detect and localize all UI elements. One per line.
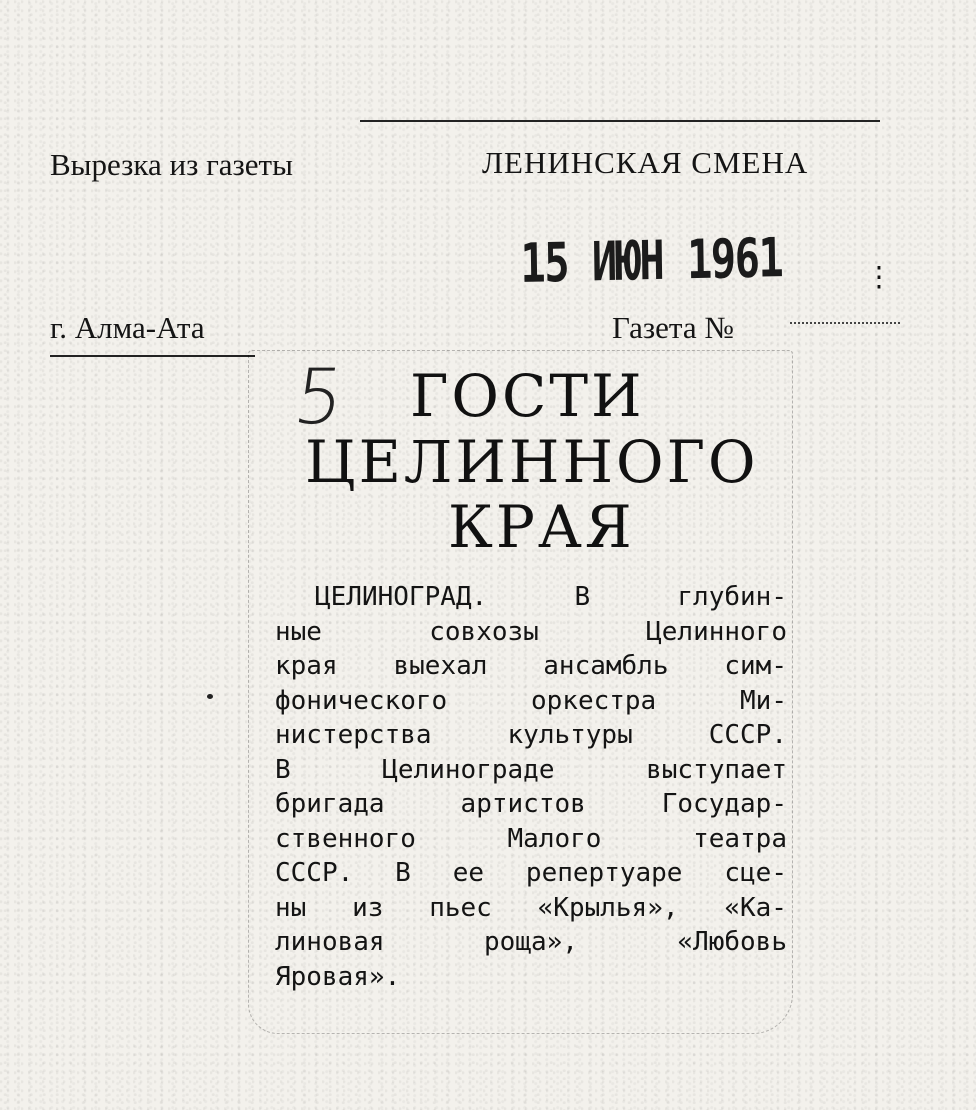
handwritten-number: 5 [288,352,350,441]
article-word: «Ка- [724,892,787,923]
article-line [275,891,787,926]
article-word: репертуаре [525,858,683,888]
article-word: совхозы [429,616,539,647]
article-word: В [275,754,291,785]
article-line [275,787,787,822]
article-word: В [395,858,411,888]
ink-speck [207,694,213,699]
article-word: ансамбль [543,651,669,681]
article-line [275,822,787,857]
article-word: ные [275,616,322,647]
city-underline [50,355,255,357]
article-line [275,960,787,995]
article-word: Малого [507,823,602,854]
article-word: бригада [275,789,385,819]
date-stamp: 15 ИЮН 1961 [520,226,783,295]
stamp-dots: ⋮ [865,260,893,293]
article-word: «Любовь [677,927,787,957]
top-rule [360,120,880,122]
article-word: выехал [393,651,488,681]
article-line [275,925,787,960]
article-line [275,684,787,719]
article-word: пьес [429,892,492,923]
article-word: В [574,582,591,612]
article-word: ны [275,892,307,923]
article-word: Яровая». [275,961,401,992]
article-line [275,615,787,650]
article-word: Целинограде [382,754,555,785]
article-word: СССР. [708,720,787,750]
article-word: фонического [275,685,448,716]
article-word: культуры [507,720,633,750]
headline-line: ГОСТИ [410,362,645,430]
issue-label: Газета № [612,310,734,345]
article-word: выступает [646,754,787,785]
article-line [275,753,787,788]
article-line [275,649,787,684]
article-body [275,580,787,994]
article-word: оркестра [530,685,657,716]
article-word: Ми- [740,685,787,716]
article-word: «Крылья», [537,892,679,923]
article-line [275,580,787,615]
article-word: нистерства [275,720,432,750]
article-line [275,856,787,891]
article-word: артистов [460,789,586,819]
clipping-label: Вырезка из газеты [50,147,293,182]
article-word: ее [452,858,485,888]
article-word: глубин- [677,582,787,612]
city-label: г. Алма-Ата [50,310,205,345]
newspaper-name: ЛЕНИНСКАЯ СМЕНА [482,145,809,180]
article-word: сце- [724,858,787,888]
article-word: Государ- [661,789,787,819]
issue-number-blank [790,322,900,324]
article-word: ственного [275,823,416,854]
article-word: сим- [724,651,787,681]
headline-line: ЦЕЛИННОГО [305,428,759,496]
article-word: линовая [275,927,385,957]
headline-line: КРАЯ [448,493,635,561]
article-word: роща», [484,927,578,957]
article-word: из [352,892,384,923]
article-word: Целинного [646,616,787,647]
article-word: ЦЕЛИНОГРАД. [315,582,488,612]
article-word: СССР. [275,858,354,888]
article-line [275,718,787,753]
article-word: театра [693,823,787,854]
article-word: края [275,651,338,681]
